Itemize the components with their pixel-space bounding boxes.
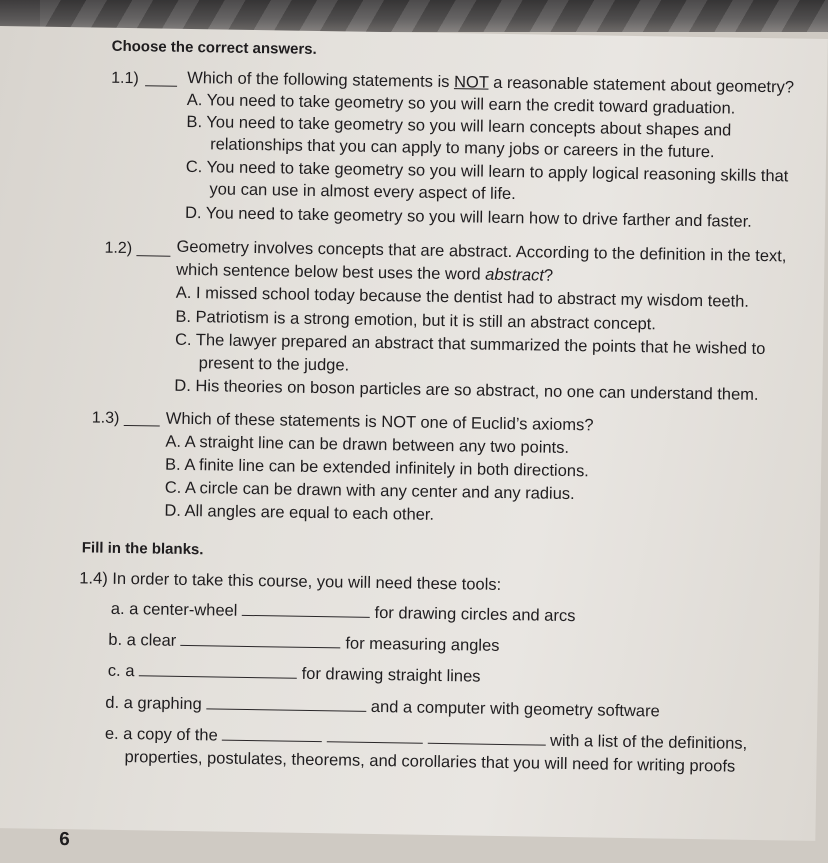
q1-3-option-a: A. A straight line can be drawn between any two points. (165, 432, 570, 457)
q1-1-option-b-cont: relationships that you can apply to many jobs or careers in the future. (210, 135, 715, 162)
fill-e-blank-1[interactable] (222, 739, 322, 743)
fill-item-e-cont: properties, postulates, theorems, and corollaries that you will need for writing proofs (124, 748, 736, 776)
q1-2-option-d: D. His theories on boson particles are so abstract, no one can understand them. (174, 376, 759, 404)
q1-1-option-c-cont: you can use in almost every aspect of life. (209, 180, 516, 204)
fill-item-a: a. a center-wheel for drawing circles and arcs (110, 599, 576, 626)
q1-3-answer-blank[interactable] (124, 412, 160, 432)
q1-2-stem-line2: which sentence below best uses the word abstract? (176, 260, 554, 285)
fill-item-b: b. a clear for measuring angles (108, 630, 500, 655)
q1-3-number: 1.3) (91, 409, 120, 427)
q1-3-option-c: C. A circle can be drawn with any center and any radius. (164, 478, 575, 504)
fill-c-blank[interactable] (139, 674, 297, 678)
q1-1-option-b: B. You need to take geometry so you will learn concepts about shapes and (186, 112, 732, 140)
worksheet-page (0, 26, 828, 851)
q1-1-number: 1.1) (111, 69, 139, 88)
fill-item-e: e. a copy of the with a list of the definitions, (104, 724, 748, 753)
q1-2-stem-line1: Geometry involves concepts that are abstract. According to the definition in the text, (176, 237, 787, 266)
fill-e-blank-2[interactable] (327, 740, 423, 744)
fill-item-d: d. a graphing and a computer with geometry software (105, 693, 660, 721)
q1-1-answer-blank[interactable] (145, 72, 177, 92)
q1-2-number: 1.2) (104, 239, 133, 258)
page-number: 6 (59, 829, 70, 851)
fill-b-blank[interactable] (181, 644, 341, 649)
q1-2-option-c-cont: present to the judge. (198, 354, 350, 375)
q1-1-option-d: D. You need to take geometry so you will learn how to drive farther and faster. (184, 203, 752, 231)
fill-a-blank[interactable] (242, 614, 370, 618)
q1-1-option-a: A. You need to take geometry so you will earn the credit toward graduation. (186, 90, 736, 118)
q1-1-stem: Which of the following statements is NOT a reasonable statement about geometry? (187, 68, 795, 97)
fill-item-c: c. a for drawing straight lines (107, 661, 481, 686)
q1-1-option-c: C. You need to take geometry so you will learn to apply logical reasoning skills that (185, 157, 789, 186)
fill-d-blank[interactable] (206, 707, 366, 712)
q1-2-option-b: B. Patriotism is a strong emotion, but it is still an abstract concept. (175, 307, 657, 334)
q1-3-stem: Which of these statements is NOT one of Euclid’s axioms? (165, 409, 594, 435)
section-header-fill: Fill in the blanks. (81, 539, 204, 559)
q1-3-option-d: D. All angles are equal to each other. (164, 501, 435, 524)
q1-2-answer-blank[interactable] (136, 242, 170, 262)
q1-2-option-a: A. I missed school today because the dentist had to abstract my wisdom teeth. (175, 283, 750, 311)
fill-intro: 1.4) In order to take this course, you will need these tools: (79, 569, 502, 594)
q1-2-option-c: C. The lawyer prepared an abstract that summarized the points that he wished to (174, 330, 766, 359)
q1-3-option-b: B. A finite line can be extended infinitely in both directions. (164, 455, 590, 481)
section-header-choose: Choose the correct answers. (111, 37, 317, 58)
fill-e-blank-3[interactable] (427, 742, 545, 746)
